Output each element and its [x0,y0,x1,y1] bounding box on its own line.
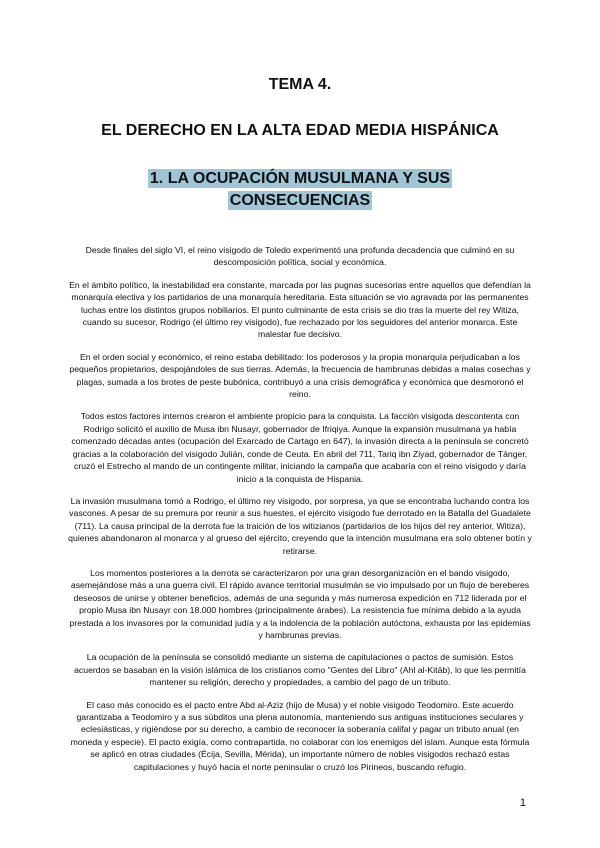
tema-heading: TEMA 4. [268,76,332,93]
section-heading [0,168,600,212]
paragraph: En el orden social y económico, el reino estaba debilitado: los poderosos y la propia monarquía perjudicaban a los pequeños propietarios, despojándoles de sus tierras. Además, la frecuencia de hambrunas debidas a malas cosechas y plagas, sumada a los brotes de peste bubónica, contribuyó a una crisis demográfica y económica que desmoronó el reino. [69,351,531,400]
page-number: 1 [519,797,526,809]
paragraph: Todos estos factores internos crearon el ambiente propicio para la conquista. La facción visigoda descontenta con Rodrigo solicitó el auxilio de Musa ibn Nusayr, gobernador de Ifriqiya. Aunque la expansión musulmana ya había comenzado décadas antes (ocupación del Exarcado de Cartago en 647), la invasión directa a la península se concretó gracias a la colaboración del visigodo Julián, conde de Ceuta. En abril del 711, Tariq ibn Ziyad, gobernador de Tánger, cruzó el Estrecho al mando de un contingente militar, iniciando la campaña que acabaría con el reino visigodo y daría inicio a la conquista de Hispania. [71,411,529,484]
paragraph: La ocupación de la península se consolidó mediante un sistema de capitulaciones o pactos de sumisión. Estos acuerdos se basaban en la visión islámica de los cristianos como "Gentes del Libro" (Ahl al-Kitāb), lo que les permitía mantener su religión, derecho y propiedades, a cambio del pago de un tributo. [74,652,526,688]
paragraph: En el ámbito político, la inestabilidad era constante, marcada por las pugnas sucesorias entre aquellos que defendían la monarquía electiva y los partidarios de una monarquía hereditaria. Esta situación se vio agravada por las permanentes luchas entre los distintos grupos nobiliarios. El punto culminante de esta crisis se dio tras la muerte del rey Witiza, cuando su sucesor, Rodrigo (el último rey visigodo), fue rechazado por los seguidores del anterior monarca. Este malestar fue decisivo. [69,279,531,340]
body-text [68,244,532,783]
paragraph: El caso más conocido es el pacto entre Abd al-Aziz (hijo de Musa) y el noble visigodo Teodomiro. Este acuerdo garantizaba a Teodomiro y a sus súbditos una plena autonomía, manteniendo sus antiguas instituciones seculares y eclesiásticas, y rigiéndose por su derecho, a cambio de reconocer la soberanía califal y pagar un tributo anual (en moneda y especie). El pacto exigía, como contrapartida, no colaborar con los enemigos del islam. Aunque esta fórmula se aplicó en otras ciudades (Écija, Sevilla, Mérida), un importante número de nobles visigodos rechazó estas capitulaciones y huyó hacia el norte peninsular o cruzó los Pirineos, buscando refugio. [70,699,530,772]
paragraph: La invasión musulmana tomó a Rodrigo, el último rey visigodo, por sorpresa, ya que se encontraba luchando contra los vascones. A pesar de su premura por reunir a sus huestes, el ejército visigodo fue derrotado en la Batalla del Guadalete (711). La causa principal de la derrota fue la traición de los witizianos (partidarios de los hijos del rey anterior, Witiza), quienes abandonaron al monarca y al grueso del ejército, creyendo que la intención musulmana era solo obtener botín y retirarse. [68,495,532,556]
document-title: EL DERECHO EN LA ALTA EDAD MEDIA HISPÁNICA [101,122,499,139]
section-heading-line-2: CONSECUENCIAS [229,192,371,209]
section-heading-line-1: 1. LA OCUPACIÓN MUSULMANA Y SUS [149,170,451,187]
paragraph: Los momentos posteriores a la derrota se caracterizaron por una gran desorganización en el bando visigodo, asemejándose más a una guerra civil. El rápido avance territorial musulmán se vio impulsado por un flujo de bereberes deseosos de unirse y obtener beneficios, además de una segunda y más numerosa expedición en 712 liderada por el propio Musa ibn Nusayr con 18.000 hombres (principalmente árabes). La resistencia fue mínima debido a la ayuda prestada a los invasores por la comunidad judía y a la indolencia de la población autóctona, exhausta por las epidemias y hambrunas previas. [69,567,531,640]
paragraph: Desde finales del siglo VI, el reino visigodo de Toledo experimentó una profunda decadencia que culminó en su descomposición política, social y económica. [85,245,515,268]
